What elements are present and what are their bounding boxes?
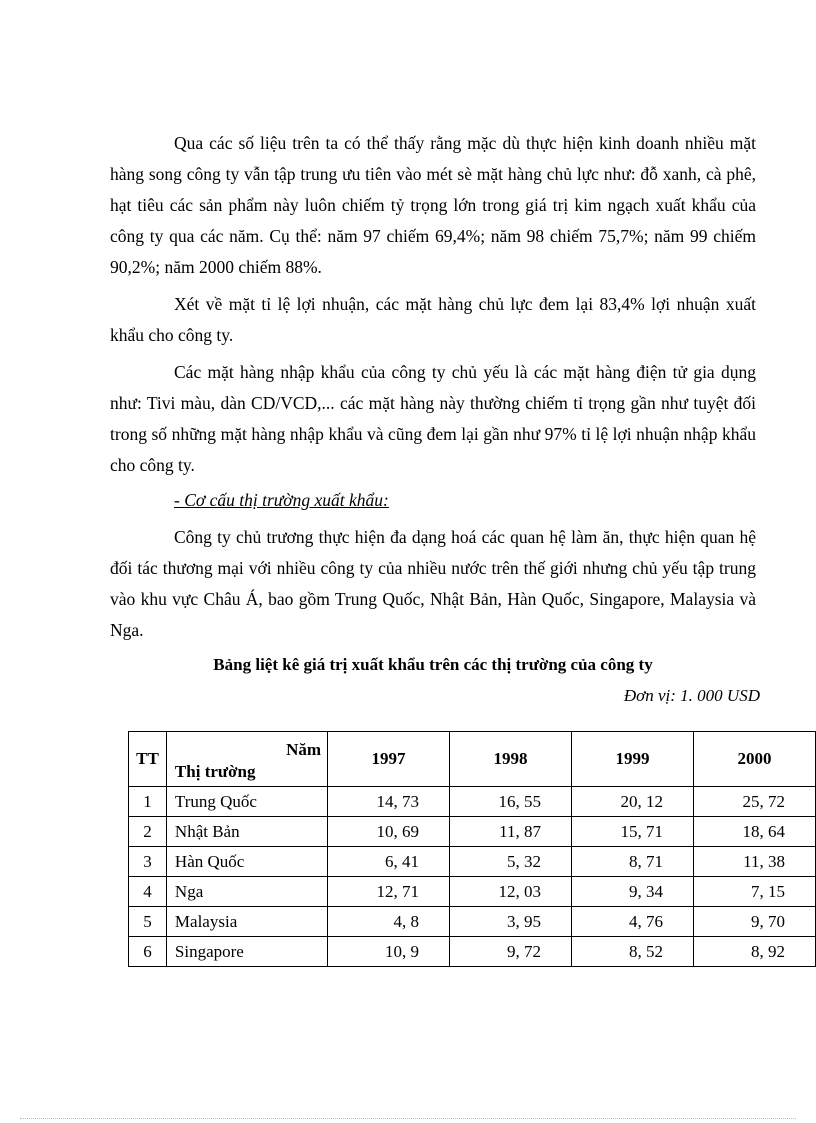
row-value-1998: 16, 55 bbox=[450, 787, 572, 817]
row-value-1999: 15, 71 bbox=[571, 817, 693, 847]
paragraph-main-products: Qua các số liệu trên ta có thể thấy rằng mặc dù thực hiện kinh doanh nhiều mặt hàng song công ty vẫn tập trung ưu tiên vào mét sè mặt hàng chủ lực như: đỗ xanh, cà phê, hạt tiêu các sản phẩm này luôn chiếm tỷ trọng lớn trong giá trị kim ngạch xuất khẩu của công ty qua các năm. Cụ thể: năm 97 chiếm 69,4%; năm 98 chiếm 75,7%; năm 99 chiếm 90,2%; năm 2000 chiếm 88%. bbox=[110, 133, 756, 277]
row-value-2000: 7, 15 bbox=[693, 877, 815, 907]
header-year-1997: 1997 bbox=[328, 732, 450, 787]
row-number: 3 bbox=[129, 847, 167, 877]
row-value-1997: 10, 69 bbox=[328, 817, 450, 847]
table-unit: Đơn vị: 1. 000 USD bbox=[623, 686, 760, 705]
row-number: 5 bbox=[129, 907, 167, 937]
row-value-1997: 12, 71 bbox=[328, 877, 450, 907]
header-market-label: Thị trường bbox=[174, 762, 256, 781]
row-value-1997: 10, 9 bbox=[328, 937, 450, 967]
table-title: Bảng liệt kê giá trị xuất khẩu trên các thị trường của công ty bbox=[213, 655, 653, 674]
paragraph-import-goods: Các mặt hàng nhập khẩu của công ty chủ yếu là các mặt hàng điện tử gia dụng như: Tivi màu, dàn CD/VCD,... các mặt hàng này thường chiếm tỉ trọng gần như tuyệt đối trong số những mặt hàng nhập khẩu và cũng đem lại gần như 97% tỉ lệ lợi nhuận nhập khẩu cho công ty. bbox=[110, 362, 756, 475]
row-value-1999: 9, 34 bbox=[571, 877, 693, 907]
row-market: Malaysia bbox=[166, 907, 327, 937]
document-page bbox=[110, 128, 760, 710]
paragraph-market-strategy: Công ty chủ trương thực hiện đa dạng hoá các quan hệ làm ăn, thực hiện quan hệ đối tác thương mại với nhiều công ty của nhiều nước trên thế giới nhưng chủ yếu tập trung vào khu vực Châu Á, bao gồm Trung Quốc, Nhật Bản, Hàn Quốc, Singapore, Malaysia và Nga. bbox=[110, 527, 756, 640]
table-row bbox=[129, 907, 816, 937]
header-market-year bbox=[166, 732, 327, 787]
row-value-2000: 25, 72 bbox=[693, 787, 815, 817]
table-row bbox=[129, 817, 816, 847]
export-value-table bbox=[128, 731, 816, 967]
table-row bbox=[129, 937, 816, 967]
header-year-2000: 2000 bbox=[693, 732, 815, 787]
row-value-1998: 11, 87 bbox=[450, 817, 572, 847]
table-header-row bbox=[129, 732, 816, 787]
header-year-label: Năm bbox=[286, 740, 322, 759]
table-row bbox=[129, 787, 816, 817]
row-value-2000: 9, 70 bbox=[693, 907, 815, 937]
row-value-1998: 12, 03 bbox=[450, 877, 572, 907]
row-market: Nga bbox=[166, 877, 327, 907]
page-bottom-divider bbox=[20, 1118, 796, 1119]
section-heading-export-markets: - Cơ cấu thị trường xuất khẩu: bbox=[174, 490, 389, 510]
row-market: Nhật Bản bbox=[166, 817, 327, 847]
row-value-1999: 8, 71 bbox=[571, 847, 693, 877]
row-market: Trung Quốc bbox=[166, 787, 327, 817]
row-value-1998: 3, 95 bbox=[450, 907, 572, 937]
row-value-1999: 4, 76 bbox=[571, 907, 693, 937]
table-row bbox=[129, 847, 816, 877]
header-tt: TT bbox=[129, 732, 167, 787]
table-row bbox=[129, 877, 816, 907]
row-market: Hàn Quốc bbox=[166, 847, 327, 877]
row-value-2000: 18, 64 bbox=[693, 817, 815, 847]
row-number: 1 bbox=[129, 787, 167, 817]
row-value-1997: 6, 41 bbox=[328, 847, 450, 877]
row-value-1999: 8, 52 bbox=[571, 937, 693, 967]
row-number: 2 bbox=[129, 817, 167, 847]
row-value-1997: 14, 73 bbox=[328, 787, 450, 817]
header-year-1999: 1999 bbox=[571, 732, 693, 787]
row-number: 6 bbox=[129, 937, 167, 967]
row-value-1997: 4, 8 bbox=[328, 907, 450, 937]
row-value-2000: 8, 92 bbox=[693, 937, 815, 967]
row-market: Singapore bbox=[166, 937, 327, 967]
paragraph-profit-ratio: Xét về mặt tỉ lệ lợi nhuận, các mặt hàng chủ lực đem lại 83,4% lợi nhuận xuất khẩu cho công ty. bbox=[110, 294, 756, 345]
row-value-1998: 9, 72 bbox=[450, 937, 572, 967]
row-number: 4 bbox=[129, 877, 167, 907]
header-year-1998: 1998 bbox=[450, 732, 572, 787]
row-value-1998: 5, 32 bbox=[450, 847, 572, 877]
row-value-2000: 11, 38 bbox=[693, 847, 815, 877]
row-value-1999: 20, 12 bbox=[571, 787, 693, 817]
